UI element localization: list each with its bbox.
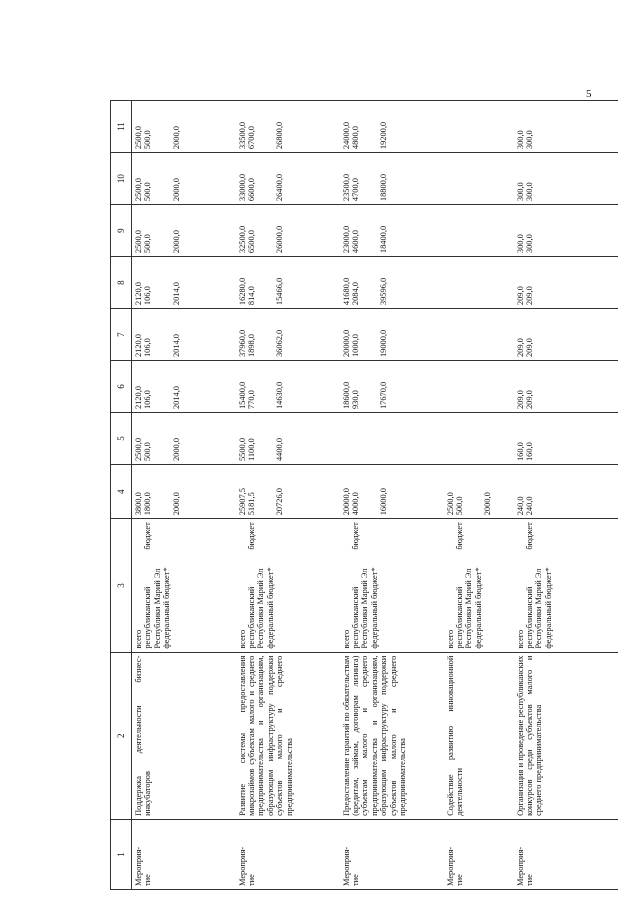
- amount-value: [370, 156, 379, 201]
- amount-value: 1800,0: [143, 492, 153, 516]
- amount-value: [464, 312, 473, 357]
- amount-value: [474, 416, 483, 461]
- amount-value: [446, 104, 455, 149]
- amount-value: [455, 104, 464, 149]
- amount-value: [553, 208, 562, 253]
- amount-value: 23000,0: [341, 225, 351, 254]
- event-type-cell: Мероприя- тие: [236, 819, 340, 889]
- amount-value: [379, 416, 388, 461]
- amount-value: [446, 156, 455, 201]
- funding-source-label: республиканский бюджет Республики Марий Эл: [454, 522, 474, 649]
- header-cell: 1: [111, 819, 132, 889]
- amount-value: [256, 208, 265, 253]
- amount-value: 2500,0: [134, 178, 143, 202]
- amount-value: 1100,0: [246, 438, 256, 462]
- amount-value: [360, 312, 369, 357]
- amount-value: [446, 416, 455, 461]
- amount-value: [370, 208, 379, 253]
- amount-value: 2000,0: [171, 230, 181, 254]
- amount-value: [534, 468, 543, 515]
- amount-value: [256, 260, 265, 305]
- amount-value: 2500,0: [445, 492, 455, 516]
- amount-value: 500,0: [143, 130, 153, 150]
- amount-value: 4600,0: [350, 230, 360, 254]
- amount-value: 2014,0: [171, 334, 181, 358]
- amount-value: [553, 104, 562, 149]
- amount-value: 300,0: [515, 130, 525, 150]
- amount-value: 500,0: [454, 496, 464, 516]
- amount-value: [483, 104, 492, 149]
- amount-value: [464, 416, 473, 461]
- table-row: [236, 101, 340, 890]
- funding-source-label: республиканский бюджет Республики Марий Эл: [246, 522, 266, 649]
- amount-value: 20000,0: [341, 488, 351, 516]
- amount-value: [153, 468, 162, 515]
- table-row: [444, 101, 514, 890]
- amount-value: [553, 364, 562, 409]
- budget-table: [110, 100, 618, 890]
- amount-value: 209,0: [515, 390, 525, 410]
- amount-value: [162, 156, 171, 201]
- amount-value: 20000,0: [341, 329, 351, 358]
- funding-source-label: всего: [515, 629, 525, 649]
- header-cell: 6: [111, 361, 132, 413]
- amount-value: 18600,0: [341, 381, 351, 410]
- header-cell: 3: [111, 519, 132, 652]
- amount-cell-c10: [340, 153, 444, 205]
- amount-value: [483, 364, 492, 409]
- amount-cell-c9: [132, 205, 236, 257]
- amount-cell-c11: [514, 101, 618, 153]
- amount-value: [360, 260, 369, 305]
- amount-value: 26400,0: [275, 173, 285, 202]
- amount-value: [464, 364, 473, 409]
- amount-value: [534, 312, 543, 357]
- amount-value: [153, 416, 162, 461]
- amount-value: 209,0: [524, 390, 534, 410]
- amount-value: 300,0: [524, 234, 534, 254]
- amount-cell-c4: [236, 465, 340, 519]
- amount-value: 3800,0: [134, 492, 143, 516]
- funding-source-cell: [444, 519, 514, 652]
- header-cell: 7: [111, 309, 132, 361]
- event-name-cell: Развитие системы предоставления микрозаймов субъектам малого и среднего предпринимательства и организациям, образующим инфраструктуру поддержки субъектов малого и среднего предпринимательства: [236, 652, 340, 819]
- amount-value: [153, 312, 162, 357]
- amount-value: [455, 156, 464, 201]
- amount-value: 4000,0: [350, 492, 360, 516]
- amount-value: [162, 312, 171, 357]
- amount-value: [360, 104, 369, 149]
- amount-value: [544, 260, 553, 305]
- amount-value: [266, 260, 275, 305]
- amount-value: [266, 156, 275, 201]
- amount-value: 300,0: [524, 182, 534, 202]
- amount-cell-c6: [514, 361, 618, 413]
- amount-cell-c7: [236, 309, 340, 361]
- amount-value: [544, 364, 553, 409]
- amount-value: [153, 260, 162, 305]
- header-cell: 8: [111, 257, 132, 309]
- amount-cell-c4: [132, 465, 236, 519]
- amount-value: 16280,0: [237, 277, 247, 306]
- amount-value: 37960,0: [237, 329, 247, 358]
- table-row: [132, 101, 236, 890]
- amount-value: 4800,0: [350, 126, 360, 150]
- amount-value: [370, 416, 379, 461]
- amount-cell-c7: [132, 309, 236, 361]
- amount-value: [544, 312, 553, 357]
- amount-cell-c5: [444, 413, 514, 465]
- amount-value: [534, 416, 543, 461]
- amount-value: 2000,0: [171, 178, 181, 202]
- event-type-cell: Мероприя- тие: [340, 819, 444, 889]
- page-number: 5: [586, 88, 592, 100]
- amount-value: [474, 104, 483, 149]
- amount-cell-c4: [514, 465, 618, 519]
- amount-value: [534, 208, 543, 253]
- funding-source-label: всего: [445, 629, 455, 649]
- funding-source-label: всего: [237, 629, 247, 649]
- amount-cell-c8: [444, 257, 514, 309]
- header-cell: 4: [111, 465, 132, 519]
- amount-value: 14630,0: [275, 381, 285, 410]
- funding-source-cell: [340, 519, 444, 652]
- amount-value: [162, 104, 171, 149]
- amount-value: [360, 156, 369, 201]
- amount-value: 19200,0: [379, 121, 389, 150]
- amount-cell-c10: [132, 153, 236, 205]
- amount-value: 106,0: [143, 390, 153, 410]
- amount-value: 300,0: [524, 130, 534, 150]
- amount-value: [162, 468, 171, 515]
- amount-value: [360, 468, 369, 515]
- amount-value: 500,0: [143, 442, 153, 462]
- header-cell: 9: [111, 205, 132, 257]
- amount-value: 5500,0: [237, 437, 247, 462]
- amount-value: 4700,0: [350, 178, 360, 202]
- amount-value: [256, 312, 265, 357]
- amount-value: [266, 312, 275, 357]
- amount-value: [256, 416, 265, 461]
- amount-value: 6500,0: [246, 230, 256, 254]
- amount-value: 240,0: [524, 496, 534, 516]
- amount-value: 33500,0: [237, 121, 247, 150]
- amount-cell-c4: [444, 465, 514, 519]
- event-type-cell: Мероприя- тие: [132, 819, 236, 889]
- amount-value: [360, 208, 369, 253]
- amount-value: [370, 312, 379, 357]
- amount-value: [464, 156, 473, 201]
- amount-value: 300,0: [515, 234, 525, 254]
- amount-value: [446, 312, 455, 357]
- amount-cell-c11: [340, 101, 444, 153]
- amount-value: [370, 468, 379, 515]
- amount-value: 160,0: [524, 442, 534, 462]
- amount-value: [544, 416, 553, 461]
- header-cell: 11: [111, 101, 132, 153]
- amount-cell-c8: [340, 257, 444, 309]
- amount-value: 106,0: [143, 286, 153, 306]
- event-type-cell: Мероприя- тие: [444, 819, 514, 889]
- funding-source-cell: [514, 519, 618, 652]
- amount-value: 2500,0: [134, 230, 143, 254]
- amount-value: [370, 104, 379, 149]
- amount-value: 1000,0: [350, 334, 360, 358]
- amount-cell-c11: [236, 101, 340, 153]
- amount-cell-c6: [444, 361, 514, 413]
- amount-value: [534, 260, 543, 305]
- amount-value: [544, 104, 553, 149]
- amount-cell-c4: [340, 465, 444, 519]
- amount-value: 2000,0: [171, 126, 181, 150]
- amount-value: 300,0: [515, 182, 525, 202]
- amount-value: [474, 468, 483, 515]
- amount-cell-c10: [444, 153, 514, 205]
- amount-cell-c6: [340, 361, 444, 413]
- amount-value: 2120,0: [134, 334, 143, 358]
- amount-value: [153, 104, 162, 149]
- amount-value: [483, 416, 492, 461]
- amount-value: [256, 364, 265, 409]
- funding-source-label: республиканский бюджет Республики Марий Эл: [350, 522, 370, 649]
- funding-source-label: федеральный бюджет*: [369, 567, 379, 649]
- table-row: [514, 101, 618, 890]
- amount-value: 209,0: [515, 338, 525, 358]
- amount-value: [483, 312, 492, 357]
- amount-value: [553, 416, 562, 461]
- amount-value: [446, 260, 455, 305]
- funding-source-label: всего: [341, 629, 351, 649]
- amount-value: [266, 104, 275, 149]
- amount-cell-c11: [444, 101, 514, 153]
- amount-value: 2014,0: [171, 282, 181, 306]
- funding-source-cell: [236, 519, 340, 652]
- amount-value: 15400,0: [237, 381, 247, 410]
- amount-cell-c9: [340, 205, 444, 257]
- amount-value: [360, 364, 369, 409]
- amount-value: [474, 312, 483, 357]
- amount-value: [544, 156, 553, 201]
- funding-source-label: республиканский бюджет Республики Марий Эл: [524, 522, 544, 649]
- amount-value: 209,0: [515, 286, 525, 306]
- amount-value: [483, 260, 492, 305]
- amount-value: [256, 104, 265, 149]
- amount-value: [464, 104, 473, 149]
- amount-cell-c5: [514, 413, 618, 465]
- amount-value: [474, 208, 483, 253]
- amount-value: 23500,0: [341, 173, 351, 202]
- amount-value: [266, 208, 275, 253]
- amount-cell-c6: [132, 361, 236, 413]
- amount-cell-c8: [132, 257, 236, 309]
- rotated-table-container: [110, 100, 640, 890]
- amount-cell-c9: [236, 205, 340, 257]
- amount-value: 39596,0: [379, 277, 389, 306]
- amount-value: [534, 156, 543, 201]
- amount-value: 2120,0: [134, 386, 143, 410]
- amount-value: [351, 416, 360, 461]
- amount-cell-c11: [132, 101, 236, 153]
- amount-value: 209,0: [524, 286, 534, 306]
- amount-value: 500,0: [143, 234, 153, 254]
- amount-value: 20726,0: [275, 488, 285, 516]
- amount-cell-c5: [236, 413, 340, 465]
- funding-source-label: всего: [134, 629, 143, 649]
- amount-value: 19000,0: [379, 329, 389, 358]
- amount-value: 33000,0: [237, 173, 247, 202]
- amount-value: [553, 260, 562, 305]
- amount-cell-c7: [444, 309, 514, 361]
- amount-value: 814,0: [246, 286, 256, 306]
- amount-value: [266, 416, 275, 461]
- amount-cell-c6: [236, 361, 340, 413]
- amount-cell-c8: [236, 257, 340, 309]
- amount-value: 2014,0: [171, 386, 181, 410]
- amount-value: 16000,0: [379, 488, 389, 516]
- amount-value: [455, 312, 464, 357]
- amount-value: 26000,0: [275, 225, 285, 254]
- amount-value: [162, 260, 171, 305]
- amount-value: [534, 104, 543, 149]
- amount-value: 36062,0: [275, 329, 285, 358]
- amount-value: [544, 208, 553, 253]
- amount-value: 2500,0: [134, 437, 143, 462]
- amount-value: [153, 208, 162, 253]
- amount-value: [474, 156, 483, 201]
- funding-source-label: федеральный бюджет*: [265, 567, 275, 649]
- amount-value: 6600,0: [246, 178, 256, 202]
- amount-value: 500,0: [143, 182, 153, 202]
- header-cell: 2: [111, 652, 132, 819]
- amount-value: [162, 208, 171, 253]
- amount-value: 18400,0: [379, 225, 389, 254]
- amount-value: [370, 364, 379, 409]
- event-name-cell: Организация и проведение республиканских конкурсов среди субъектов малого и среднего предпринимательства: [514, 652, 618, 819]
- amount-value: 1898,0: [246, 334, 256, 358]
- amount-value: 2000,0: [483, 492, 493, 516]
- amount-value: [446, 364, 455, 409]
- amount-value: [360, 416, 369, 461]
- header-row: [111, 101, 132, 890]
- funding-source-label: федеральный бюджет*: [162, 567, 172, 649]
- amount-value: [256, 468, 265, 515]
- event-name-cell: Поддержка деятельности бизнес-инкубаторов: [132, 652, 236, 819]
- amount-value: [474, 364, 483, 409]
- amount-value: [483, 156, 492, 201]
- header-cell: 10: [111, 153, 132, 205]
- amount-value: [266, 364, 275, 409]
- amount-value: 15466,0: [275, 277, 285, 306]
- amount-value: 2120,0: [134, 282, 143, 306]
- amount-value: [553, 468, 562, 515]
- amount-value: 2084,0: [350, 282, 360, 306]
- amount-value: 18800,0: [379, 173, 389, 202]
- amount-value: [553, 156, 562, 201]
- amount-value: [446, 208, 455, 253]
- event-name-cell: Предоставление гарантий по обязательствам (кредитам, займам, договорам лизинга) субъектам малого и среднего предпринимательства и организациям, образующим инфраструктуру поддержки субъектов малого и среднего предпринимательства: [340, 652, 444, 819]
- amount-value: 6700,0: [246, 126, 256, 150]
- funding-source-label: федеральный бюджет*: [543, 567, 553, 649]
- amount-value: 2000,0: [171, 437, 181, 462]
- amount-value: [464, 260, 473, 305]
- amount-value: [534, 364, 543, 409]
- amount-value: 41680,0: [341, 277, 351, 306]
- amount-value: 4400,0: [275, 437, 285, 462]
- header-cell: 5: [111, 413, 132, 465]
- amount-cell-c10: [236, 153, 340, 205]
- amount-value: [256, 156, 265, 201]
- amount-value: [153, 364, 162, 409]
- event-name-cell: Содействие развитию инновационной деятельности: [444, 652, 514, 819]
- amount-cell-c7: [340, 309, 444, 361]
- amount-cell-c10: [514, 153, 618, 205]
- amount-value: 240,0: [515, 496, 525, 516]
- amount-value: 25907,5: [237, 488, 247, 516]
- amount-value: [455, 416, 464, 461]
- table-row: [340, 101, 444, 890]
- amount-value: 209,0: [524, 338, 534, 358]
- amount-value: [544, 468, 553, 515]
- amount-cell-c9: [514, 205, 618, 257]
- amount-value: 24000,0: [341, 121, 351, 150]
- amount-cell-c5: [132, 413, 236, 465]
- amount-value: 26800,0: [275, 121, 285, 150]
- amount-value: 106,0: [143, 338, 153, 358]
- amount-value: [474, 260, 483, 305]
- amount-value: [370, 260, 379, 305]
- amount-value: [455, 260, 464, 305]
- amount-value: 770,0: [246, 390, 256, 410]
- amount-cell-c5: [340, 413, 444, 465]
- amount-value: 2500,0: [134, 126, 143, 150]
- amount-cell-c8: [514, 257, 618, 309]
- amount-value: [455, 364, 464, 409]
- amount-value: 17670,0: [379, 381, 389, 410]
- funding-source-label: республиканский бюджет Республики Марий Эл: [143, 522, 162, 649]
- funding-source-cell: [132, 519, 236, 652]
- amount-value: [464, 208, 473, 253]
- amount-value: [455, 208, 464, 253]
- funding-source-label: федеральный бюджет*: [473, 567, 483, 649]
- amount-value: 930,0: [350, 390, 360, 410]
- event-type-cell: Мероприя- тие: [514, 819, 618, 889]
- amount-value: 5181,5: [246, 492, 256, 516]
- amount-value: 2000,0: [171, 492, 181, 516]
- amount-value: [153, 156, 162, 201]
- amount-value: 32500,0: [237, 225, 247, 254]
- amount-cell-c7: [514, 309, 618, 361]
- amount-value: 160,0: [515, 442, 525, 462]
- amount-value: [266, 468, 275, 515]
- amount-cell-c9: [444, 205, 514, 257]
- amount-value: [553, 312, 562, 357]
- amount-value: [162, 364, 171, 409]
- amount-value: [342, 416, 351, 461]
- amount-value: [464, 468, 473, 515]
- amount-value: [162, 416, 171, 461]
- amount-value: [483, 208, 492, 253]
